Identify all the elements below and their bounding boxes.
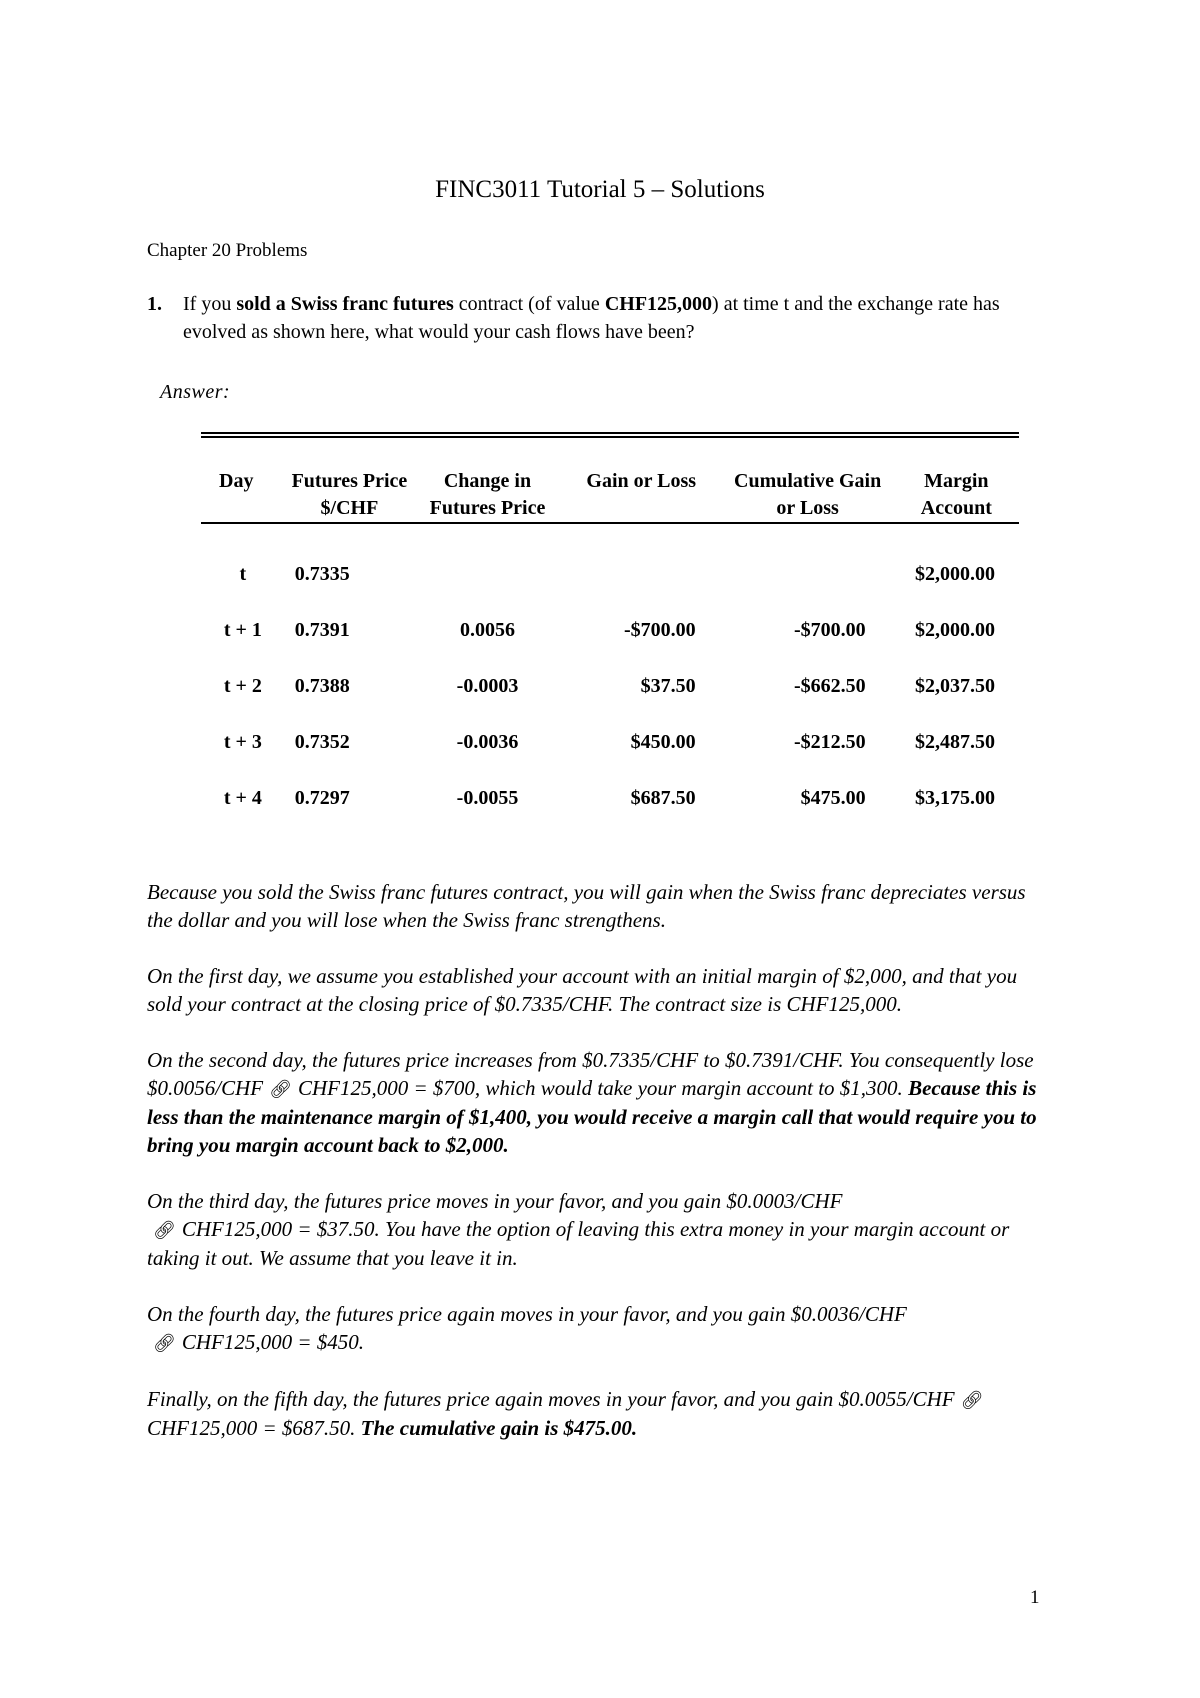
cell-change: 0.0056 (459, 618, 515, 641)
answer-label: Answer: (160, 381, 231, 403)
cell-gain: $687.50 (630, 786, 696, 809)
page-title: FINC3011 Tutorial 5 – Solutions (435, 176, 765, 203)
cell-price: 0.7352 (294, 730, 350, 753)
table-row (201, 602, 1019, 658)
cell-day: t + 3 (223, 730, 262, 753)
table-header-row (201, 438, 1019, 523)
cell-margin: $2,487.50 (915, 730, 995, 753)
table-row (201, 523, 1019, 602)
cell-day: t + 2 (223, 674, 262, 697)
header-gain-loss: Gain or Loss (586, 470, 697, 492)
cell-gain (561, 523, 722, 602)
cell-margin: $2,000.00 (915, 618, 995, 641)
cell-gain: $450.00 (630, 730, 696, 753)
cell-day: t (239, 562, 247, 585)
question-text: If you sold a Swiss franc futures contract (of value CHF125,000) at time t and the exchange rate has evolved as shown here, what would your cash flows have been? (183, 293, 1000, 343)
cell-gain: -$700.00 (623, 618, 696, 641)
explanation-paragraph: On the fourth day, the futures price again moves in your favor, and you gain $0.0036/CHF 🔗︎ CHF125,000 = $450. (147, 1300, 1047, 1357)
cell-margin: $2,000.00 (915, 562, 995, 585)
futures-table (201, 432, 1019, 826)
question-1 (147, 290, 1047, 346)
explanation-paragraph: On the first day, we assume you established your account with an initial margin of $2,000, and that you sold your contract at the closing price of $0.7335/CHF. The contract size is CHF125,000. (147, 964, 1018, 1016)
chapter-heading: Chapter 20 Problems (147, 240, 308, 261)
cell-cumulative: -$662.50 (793, 674, 866, 697)
cell-margin: $2,037.50 (915, 674, 995, 697)
cell-day: t + 4 (223, 786, 262, 809)
cell-change: -0.0003 (456, 674, 519, 697)
cell-gain: $37.50 (640, 674, 696, 697)
header-change: Change in Futures Price (429, 470, 546, 519)
header-futures-price: Futures Price $/CHF (291, 470, 408, 519)
table-row (201, 658, 1019, 714)
table-row (201, 714, 1019, 770)
cell-change: -0.0055 (456, 786, 519, 809)
solution-explanation (147, 878, 1047, 1470)
header-margin: Margin Account (920, 470, 992, 519)
table-row (201, 770, 1019, 826)
cell-price: 0.7388 (294, 674, 350, 697)
cell-cumulative (722, 523, 894, 602)
page-number: 1 (1030, 1587, 1040, 1608)
cell-change (414, 523, 561, 602)
cell-price: 0.7391 (294, 618, 350, 641)
cell-change: -0.0036 (456, 730, 519, 753)
link-icon: 🔗︎ (153, 1333, 176, 1353)
header-cumulative: Cumulative Gain or Loss (734, 470, 882, 519)
cell-price: 0.7335 (294, 562, 350, 585)
cell-cumulative: -$212.50 (793, 730, 866, 753)
cell-cumulative: -$700.00 (793, 618, 866, 641)
link-icon: 🔗︎ (153, 1220, 176, 1240)
explanation-paragraph: Because you sold the Swiss franc futures contract, you will gain when the Swiss franc depreciates versus the dollar and you will lose when the Swiss franc strengthens. (147, 880, 1026, 932)
link-icon: 🔗︎ (269, 1079, 292, 1099)
header-day: Day (219, 470, 254, 492)
cell-cumulative: $475.00 (800, 786, 866, 809)
cell-price: 0.7297 (294, 786, 350, 809)
question-number: 1. (147, 293, 162, 315)
explanation-paragraph: On the third day, the futures price moves in your favor, and you gain $0.0003/CHF 🔗︎ CHF125,000 = $37.50. You have the option of leaving this extra money in your margin account or taking it out. We assume that you leave it in. (147, 1189, 1010, 1270)
link-icon: 🔗︎ (960, 1390, 984, 1410)
cell-day: t + 1 (223, 618, 262, 641)
explanation-paragraph: On the second day, the futures price increases from $0.7335/CHF to $0.7391/CHF. You consequently lose $0.0056/CHF 🔗︎ CHF125,000 = $700, which would take your margin account to $1,300. Because this is less than the maintenance margin of $1,400, you would receive a margin call that would require you to bring you margin account back to $2,000. (147, 1048, 1037, 1157)
cell-margin: $3,175.00 (915, 786, 995, 809)
explanation-paragraph: Finally, on the fifth day, the futures price again moves in your favor, and you gain $0.0055/CHF 🔗︎CHF125,000 = $687.50. The cumulative gain is $475.00. (147, 1387, 984, 1440)
